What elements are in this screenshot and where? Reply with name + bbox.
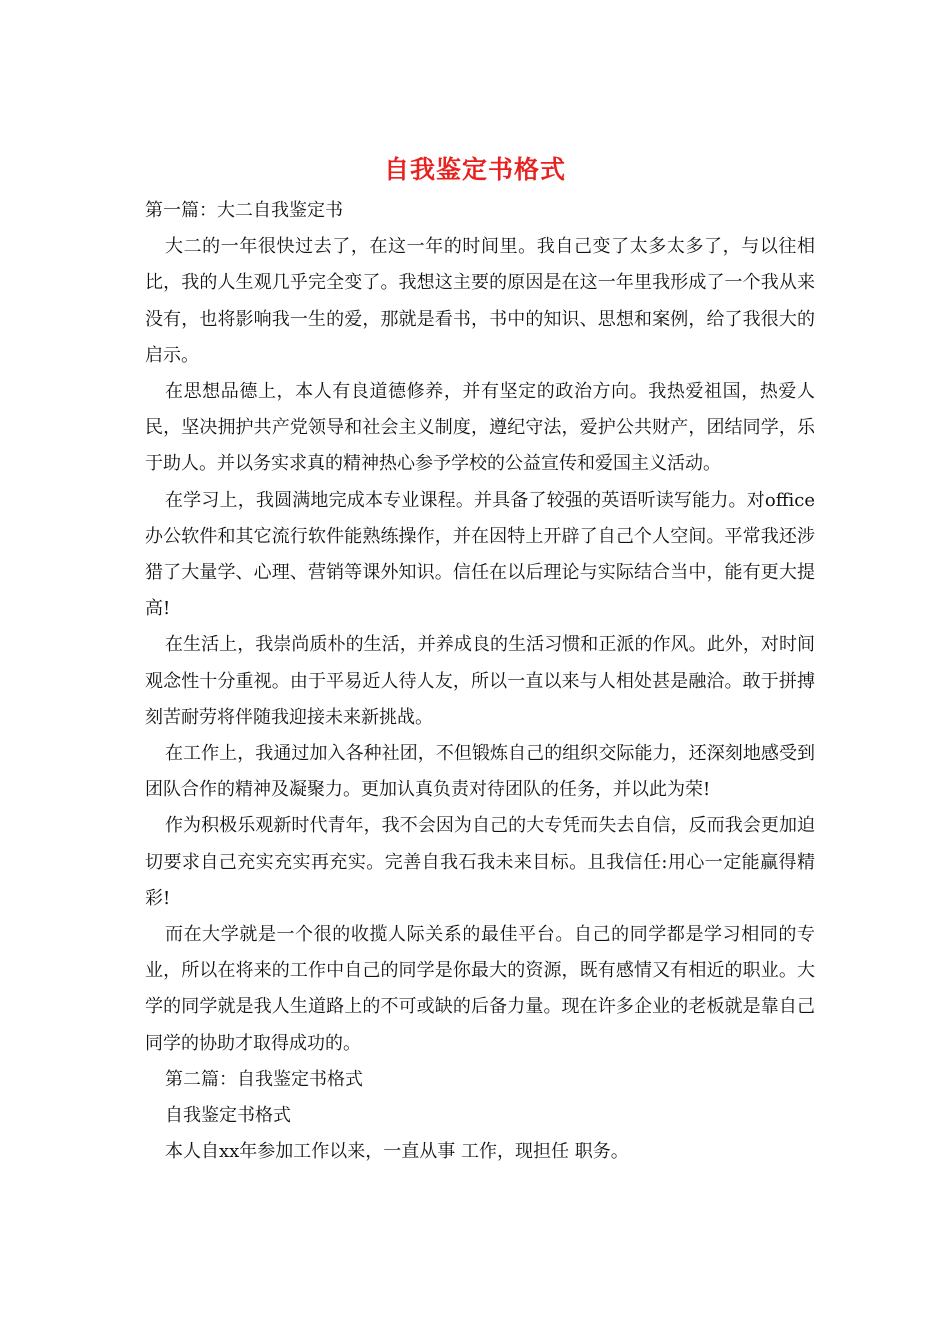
paragraph: 而在大学就是一个很的收揽人际关系的最佳平台。自己的同学都是学习相同的专业，所以在将来的工作中自己的同学是你最大的资源，既有感情又有相近的职业。大学的同学就是我人生道路上的不可或缺的后备力量。现在许多企业的老板就是靠自己同学的协助才取得成功的。: [145, 924, 815, 1054]
paragraph: 作为积极乐观新时代青年，我不会因为自己的大专凭而失去自信，反而我会更加迫切要求自己充实充实再充实。完善自我石我未来目标。且我信任:用心一定能赢得精彩!: [145, 815, 815, 909]
document-body: [145, 193, 815, 1170]
section-heading-2: 第二篇：自我鉴定书格式: [165, 1068, 363, 1090]
paragraph: 在学习上，我圆满地完成本专业课程。并具备了较强的英语听读写能力。对office办公软件和其它流行软件能熟练操作，并在因特上开辟了自己个人空间。平常我还涉猎了大量学、心理、营销等课外知识。信任在以后理论与实际结合当中，能有更大提高!: [145, 489, 815, 620]
section-heading-1: 第一篇：大二自我鉴定书: [145, 200, 343, 221]
paragraph: 在生活上，我崇尚质朴的生活，并养成良的生活习惯和正派的作风。此外，对时间观念性十分重视。由于平易近人待人友，所以一直以来与人相处甚是融洽。敢于拼搏刻苦耐劳将伴随我迎接未来新挑战。: [145, 634, 815, 728]
subheading: 自我鉴定书格式: [165, 1105, 291, 1127]
paragraph: 在工作上，我通过加入各种社团，不但锻炼自己的组织交际能力，还深刻地感受到团队合作的精神及凝聚力。更加认真负责对待团队的任务，并以此为荣!: [145, 743, 815, 801]
paragraph: 大二的一年很快过去了，在这一年的时间里。我自己变了太多太多了，与以往相比，我的人生观几乎完全变了。我想这主要的原因是在这一年里我形成了一个我从来没有，也将影响我一生的爱，那就是看书，书中的知识、思想和案例，给了我很大的启示。: [145, 236, 815, 366]
paragraph: 本人自xx年参加工作以来，一直从事 工作，现担任 职务。: [165, 1141, 629, 1163]
paragraph: 在思想品德上，本人有良道德修养，并有坚定的政治方向。我热爱祖国，热爱人民，坚决拥护共产党领导和社会主义制度，遵纪守法，爱护公共财产，团结同学，乐于助人。并以务实求真的精神热心参予学校的公益宣传和爱国主义活动。: [145, 381, 815, 475]
document-title: 自我鉴定书格式: [383, 155, 566, 184]
